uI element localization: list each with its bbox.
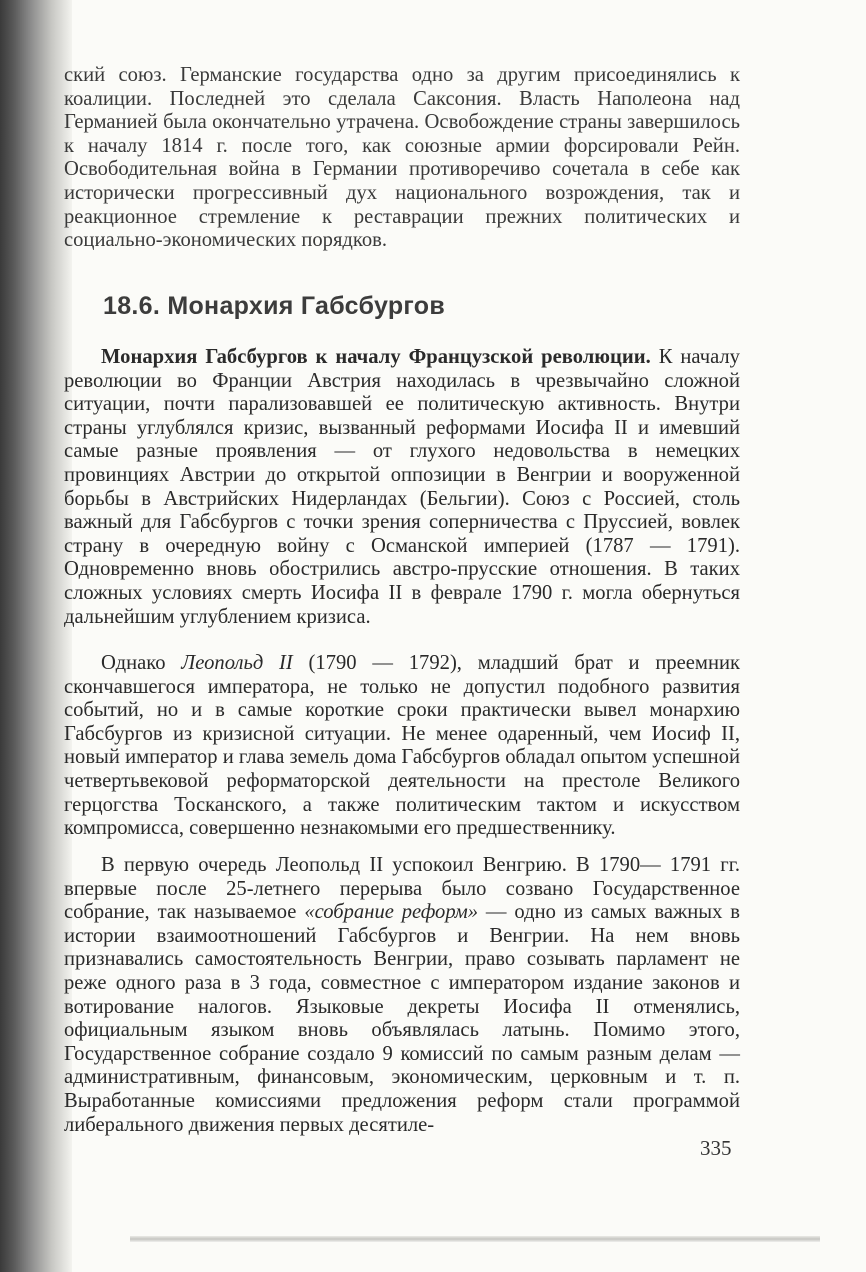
emphasized-term: «собрание реформ» — [304, 901, 479, 924]
paragraph-continuation: ский союз. Германские государства одно за другим присоединялись к коалиции. Последней это сделала Саксония. Власть Наполеона над Германией была окончательно утрачена. Освобождение страны завершилось к началу 1814 г. после того, как союзные армии форсировали Рейн. Освободительная война в Германии противоречиво сочетала в себе как исторически прогрессивный дух национального возрождения, так и реакционное стремление к реставрации прежних политических и социально-экономических порядков. — [64, 64, 740, 252]
section-heading: 18.6. Монархия Габсбургов — [103, 292, 446, 320]
binding-shadow — [0, 0, 72, 1272]
paragraph-text: В первую очередь Леопольд II успокоил Венгрию. В 1790— 1791 гг. впервые после 25-летнего перерыва было созвано Государственное собрание, так называемое — [64, 854, 740, 924]
emperor-name: Леопольд II — [181, 652, 293, 674]
page-edge-shadow — [130, 1236, 820, 1242]
paragraph-text: Однако — [101, 652, 182, 674]
page-number: 335 — [700, 1136, 732, 1160]
paragraph-text: — одно из самых важных в истории взаимоотношений Габсбургов и Венгрии. На нем вновь признавались самостоятельность Венгрии, право созывать парламент не реже одного раза в 3 года, совместное с императором издание законов и вотирование налогов. Языковые декреты Иосифа II отменялись, официальным языком вновь объявлялась латынь. Помимо этого, Государственное собрание создало 9 комиссий по самым разным делам — административным, финансовым, экономическим, церковным и т. п. Выработанные комиссиями предложения реформ стали программой либерального движения первых десятиле- — [64, 901, 740, 1136]
paragraph-lead-heading: Монархия Габсбургов к началу Французской революции. — [101, 346, 651, 368]
paragraph-habsburg-monarchy — [64, 346, 740, 629]
paragraph-hungary — [64, 854, 740, 1137]
paragraph-body: К началу революции во Франции Австрия находилась в чрезвычайно сложной ситуации, почти парализовавшей ее политическую активность. Внутри страны углублялся кризис, вызванный реформами Иосифа II и имевший самые разные проявления — от глухого недовольства в немецких провинциях Австрии до открытой оппозиции в Венгрии и вооруженной борьбы в Австрийских Нидерландах (Бельгии). Союз с Россией, столь важный для Габсбургов с точки зрения соперничества с Пруссией, вовлек страну в очередную войну с Османской империей (1787 — 1791). Одновременно вновь обострились австро-прусские отношения. В таких сложных условиях смерть Иосифа II в феврале 1790 г. могла обернуться дальнейшим углублением кризиса. — [64, 346, 740, 628]
paragraph-leopold — [64, 652, 740, 841]
paragraph-text: (1790 — 1792), младший брат и преемник скончавшегося императора, не только не допустил подобного развития событий, но и в самые короткие сроки практически вывел монархию Габсбургов из кризисной ситуации. Не менее одаренный, чем Иосиф II, новый император и глава земель дома Габсбургов обладал опытом успешной четвертьвековой реформаторской деятельности на престоле Великого герцогства Тосканского, а также политическим тактом и искусством компромисса, совершенно незнакомыми его предшественнику. — [64, 652, 741, 840]
